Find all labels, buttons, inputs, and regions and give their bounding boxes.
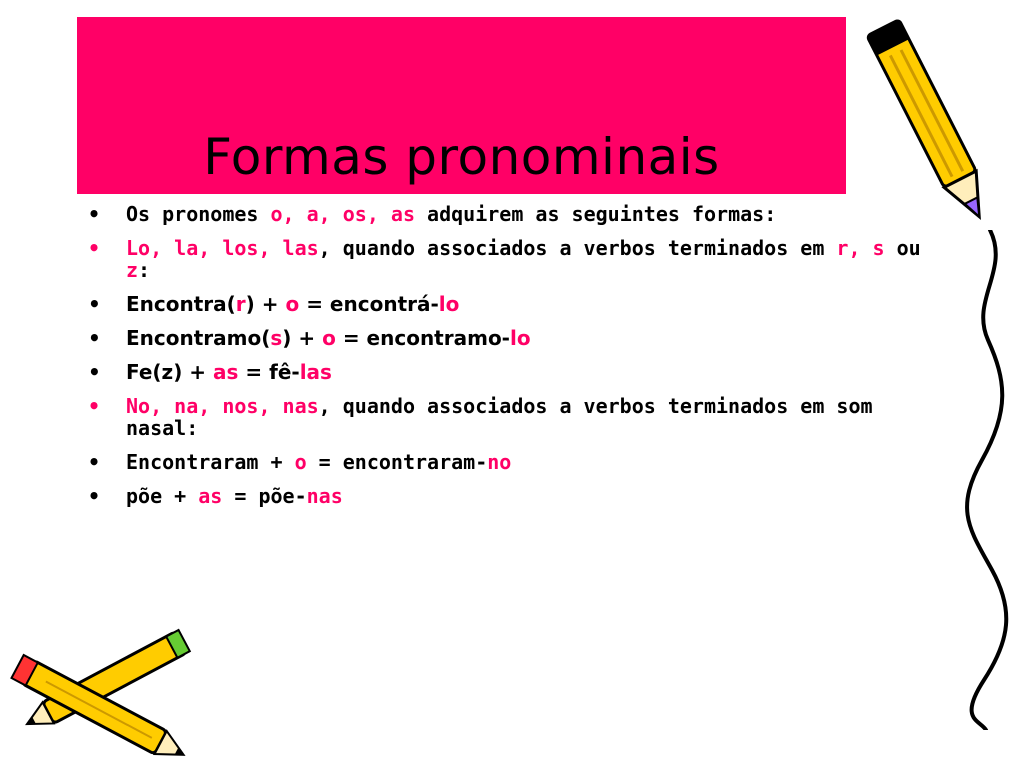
bullet-text: ) + [245, 292, 286, 316]
bullet-list [88, 203, 928, 519]
highlighted-text: as [213, 360, 239, 384]
bullet-marker: • [88, 450, 101, 474]
bullet-marker: • [88, 326, 101, 350]
highlighted-text: nas [306, 484, 343, 508]
bullet-item [88, 293, 928, 315]
bullet-text: = fê- [238, 360, 300, 384]
highlighted-text: as [198, 484, 223, 508]
bullet-item [88, 203, 928, 225]
highlighted-text: no [487, 450, 512, 474]
highlighted-text: s [270, 326, 283, 350]
bullet-text: = encontraram- [306, 450, 488, 474]
bullet-item [88, 237, 928, 281]
highlighted-text: o, a, os, as [270, 202, 415, 226]
bullet-text: ou [884, 236, 921, 260]
bullet-text: põe + [126, 484, 199, 508]
bullet-marker: • [88, 360, 101, 384]
bullet-text: Encontramo( [126, 326, 271, 350]
bullet-marker: • [88, 484, 101, 508]
highlighted-text: lo [438, 292, 460, 316]
bullet-text: : [138, 258, 151, 282]
bullet-text: Fe(z) + [126, 360, 214, 384]
bullet-marker: • [88, 236, 101, 260]
bullet-text: ) + [282, 326, 323, 350]
title-banner [77, 17, 846, 194]
bullet-text: = encontrá- [299, 292, 439, 316]
bullet-text: , quando associados a verbos terminados em som nasal: [126, 394, 873, 440]
highlighted-text: lo [509, 326, 531, 350]
pencil-icon [862, 4, 1002, 244]
bullet-text: = encontramo- [335, 326, 510, 350]
bullet-item [88, 327, 928, 349]
highlighted-text: Lo, la, los, las [126, 236, 319, 260]
bullet-text: = põe- [222, 484, 307, 508]
bullet-text: Encontraram + [126, 450, 295, 474]
highlighted-text: r, s [836, 236, 885, 260]
bullet-item [88, 395, 928, 439]
bullet-text: , quando associados a verbos terminados em [318, 236, 837, 260]
bullet-marker: • [88, 292, 101, 316]
bullet-item [88, 485, 928, 507]
highlighted-text: z [126, 258, 139, 282]
highlighted-text: o [285, 292, 300, 316]
highlighted-text: o [294, 450, 307, 474]
highlighted-text: las [299, 360, 332, 384]
bullet-text: adquirem as seguintes formas: [415, 202, 777, 226]
highlighted-text: r [235, 292, 246, 316]
crossed-pencils-icon [0, 620, 210, 760]
bullet-item [88, 361, 928, 383]
bullet-marker: • [88, 202, 101, 226]
slide-title: Formas pronominais [203, 128, 720, 186]
bullet-item [88, 451, 928, 473]
bullet-text: Os pronomes [126, 202, 271, 226]
wavy-line-icon [960, 230, 1020, 730]
highlighted-text: No, na, nos, nas [126, 394, 319, 418]
bullet-text: Encontra( [126, 292, 236, 316]
highlighted-text: o [322, 326, 336, 350]
bullet-marker: • [88, 394, 101, 418]
